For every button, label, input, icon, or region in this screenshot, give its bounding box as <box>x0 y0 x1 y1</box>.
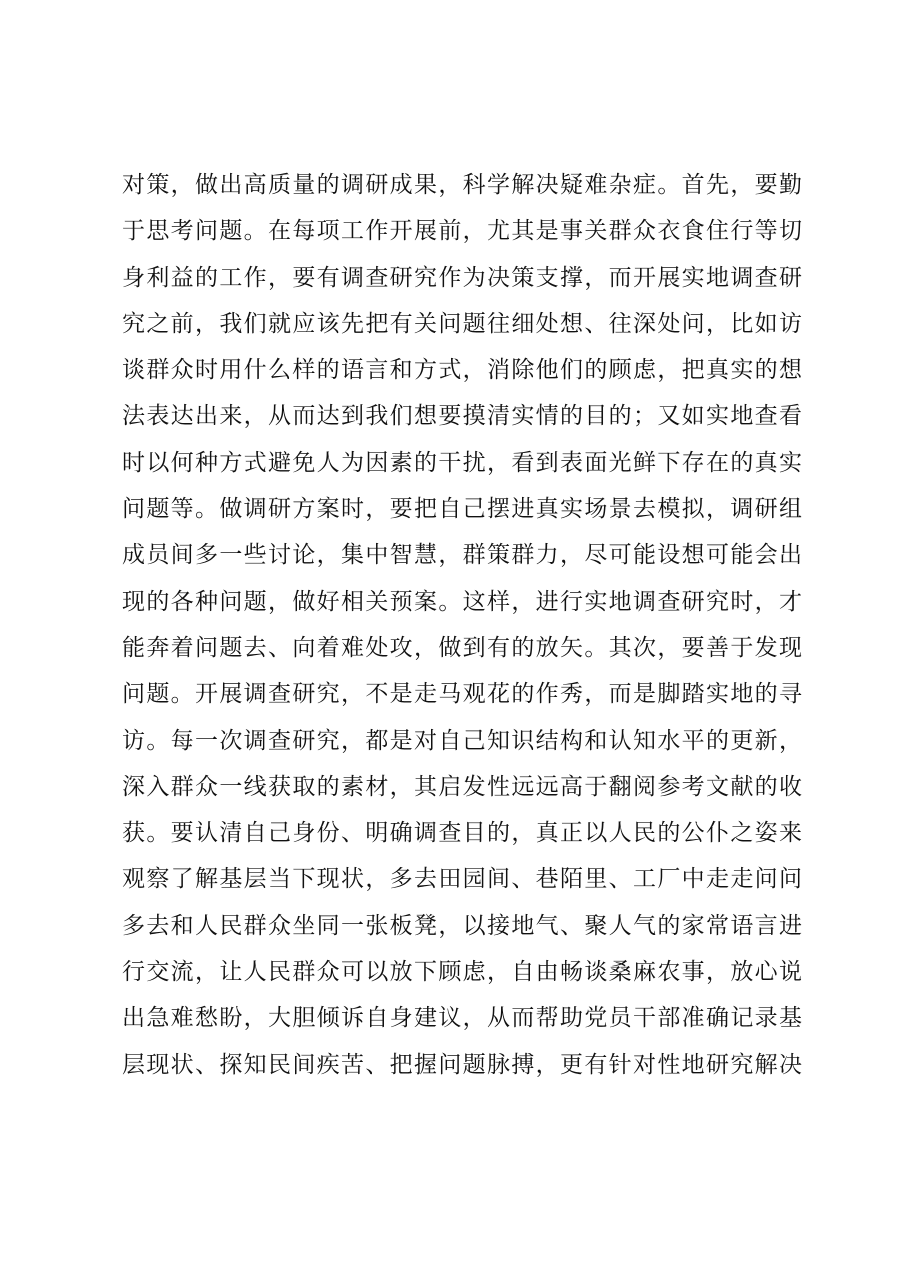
text-line: 现的各种问题，做好相关预案。这样，进行实地调查研究时，才 <box>122 588 802 615</box>
text-line: 观察了解基层当下现状，多去田园间、巷陌里、工厂中走走问问 <box>122 866 802 893</box>
text-line: 时以何种方式避免人为因素的干扰，看到表面光鲜下存在的真实 <box>122 449 802 476</box>
text-line: 成员间多一些讨论，集中智慧，群策群力，尽可能设想可能会出 <box>122 542 802 569</box>
text-line: 能奔着问题去、向着难处攻，做到有的放矢。其次，要善于发现 <box>122 634 802 661</box>
text-line: 获。要认清自己身份、明确调查目的，真正以人民的公仆之姿来 <box>122 820 802 847</box>
text-line: 身利益的工作，要有调查研究作为决策支撑，而开展实地调查研 <box>122 264 802 291</box>
text-line: 行交流，让人民群众可以放下顾虑，自由畅谈桑麻农事，放心说 <box>122 959 802 986</box>
text-line: 访。每一次调查研究，都是对自己知识结构和认知水平的更新， <box>122 727 802 754</box>
text-line: 层现状、探知民间疾苦、把握问题脉搏，更有针对性地研究解决 <box>122 1051 802 1078</box>
text-line: 对策，做出高质量的调研成果，科学解决疑难杂症。首先，要勤 <box>122 172 802 198</box>
text-line: 深入群众一线获取的素材，其启发性远远高于翻阅参考文献的收 <box>122 773 802 800</box>
text-line: 究之前，我们就应该先把有关问题往细处想、往深处问，比如访 <box>122 310 802 337</box>
text-line: 出急难愁盼，大胆倾诉自身建议，从而帮助党员干部准确记录基 <box>122 1005 802 1032</box>
body-paragraph <box>122 162 802 1088</box>
text-line: 问题。开展调查研究，不是走马观花的作秀，而是脚踏实地的寻 <box>122 681 802 708</box>
text-line: 问题等。做调研方案时，要把自己摆进真实场景去模拟，调研组 <box>122 496 802 523</box>
text-line: 多去和人民群众坐同一张板凳，以接地气、聚人气的家常语言进 <box>122 912 802 939</box>
text-line: 谈群众时用什么样的语言和方式，消除他们的顾虑，把真实的想 <box>122 357 802 384</box>
text-line: 法表达出来，从而达到我们想要摸清实情的目的；又如实地查看 <box>122 403 802 430</box>
text-line: 于思考问题。在每项工作开展前，尤其是事关群众衣食住行等切 <box>122 218 802 245</box>
